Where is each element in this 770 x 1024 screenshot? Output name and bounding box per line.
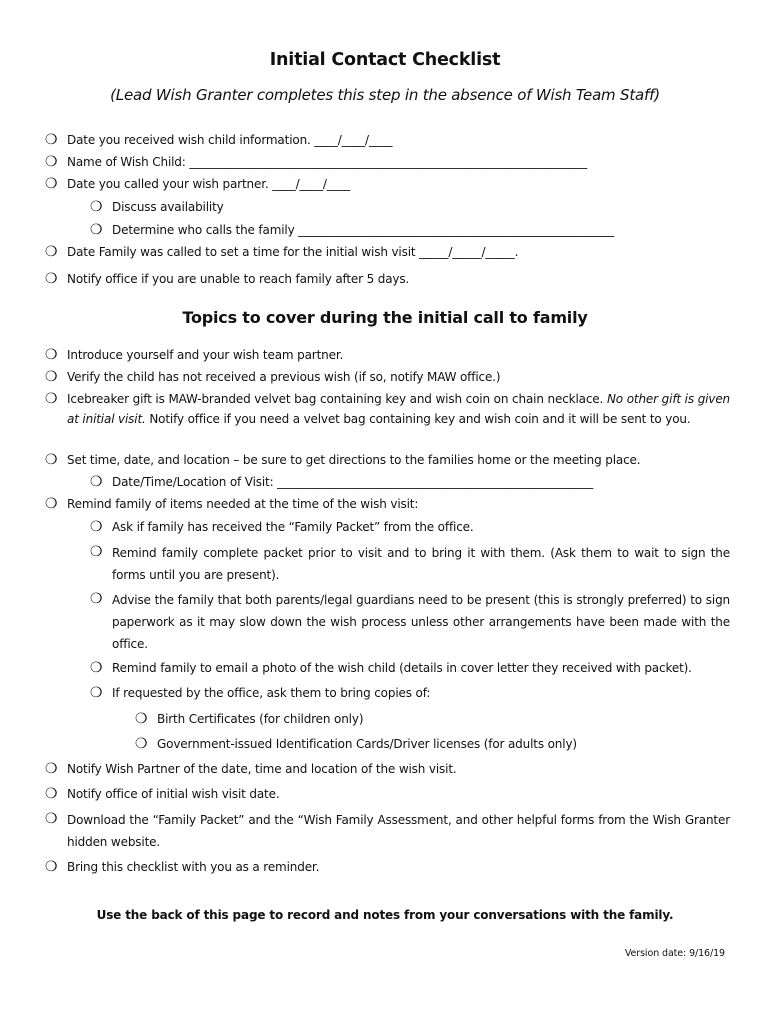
checkbox-icon[interactable]: ❍ [45,859,58,875]
checklist-item [45,242,730,263]
checklist-item [45,759,730,780]
checkbox-icon[interactable]: ❍ [45,811,58,827]
checklist-item-text: Introduce yourself and your wish team partner. [67,348,344,362]
checkbox-icon[interactable]: ❍ [90,474,103,490]
checkbox-icon[interactable]: ❍ [45,369,58,385]
checklist-item-text: Government-issued Identification Cards/Driver licenses (for adults only) [157,737,577,751]
checklist-subitem [90,220,730,241]
checkbox-icon[interactable]: ❍ [45,271,58,287]
page-title: Initial Contact Checklist [269,50,501,70]
checkbox-icon[interactable]: ❍ [90,519,103,535]
checklist-item [45,269,730,290]
checkbox-icon[interactable]: ❍ [45,761,58,777]
checklist-subitem [90,542,730,586]
checklist-subsubitem [135,709,730,730]
checklist-item [45,367,730,388]
checklist-item-text: Bring this checklist with you as a reminder. [67,860,320,874]
checklist-item-text: Remind family to email a photo of the wish child (details in cover letter they received with packet). [112,661,692,675]
checklist-item-text: Verify the child has not received a previous wish (if so, notify MAW office.) [67,370,501,384]
checklist-item-text: Determine who calls the family ______________________________________________________ [112,223,615,237]
checklist-item-text: Remind family complete packet prior to visit and to bring it with them. (Ask them to wait to sign the forms until you are present). [112,546,730,582]
checklist-item-text: Remind family of items needed at the time of the wish visit: [67,497,419,511]
checkbox-icon[interactable]: ❍ [45,347,58,363]
checklist-item [45,152,730,173]
checkbox-icon[interactable]: ❍ [45,132,58,148]
checkbox-icon[interactable]: ❍ [45,244,58,260]
checkbox-icon[interactable]: ❍ [90,591,103,607]
checklist-item-icebreaker [45,389,730,429]
checkbox-icon[interactable]: ❍ [45,154,58,170]
checklist-subitem [90,517,730,538]
checklist-item-text: Date you received wish child information. ____/____/____ [67,133,393,147]
checkbox-icon[interactable]: ❍ [45,786,58,802]
checkbox-icon[interactable]: ❍ [90,544,103,560]
checkbox-icon[interactable]: ❍ [45,391,58,407]
icebreaker-text: Icebreaker gift is MAW-branded velvet bag containing key and wish coin on chain necklace. [67,392,607,406]
footer-note: Use the back of this page to record and notes from your conversations with the family. [96,908,674,922]
section-heading: Topics to cover during the initial call to family [182,308,588,327]
checklist-item-text: If requested by the office, ask them to bring copies of: [112,686,431,700]
checklist-subitem [90,197,730,218]
checklist-item-text: Birth Certificates (for children only) [157,712,364,726]
checklist-item-text: Advise the family that both parents/legal guardians need to be present (this is strongly preferred) to sign paperwork as it may slow down the wish process unless other arrangements have been made with the office. [112,593,730,651]
checklist-item-text: Discuss availability [112,200,224,214]
checklist-item-text: Download the “Family Packet” and the “Wish Family Assessment, and other helpful forms from the Wish Granter hidden website. [67,813,730,849]
checklist-subitem [90,683,730,704]
checklist-item [45,784,730,805]
checklist-subitem [90,589,730,655]
checkbox-icon[interactable]: ❍ [90,222,103,238]
checklist-item-text [45,389,730,429]
checkbox-icon[interactable]: ❍ [45,452,58,468]
checklist-item-text: Date/Time/Location of Visit: ______________________________________________________ [112,475,594,489]
checklist-item [45,809,730,853]
checkbox-icon[interactable]: ❍ [90,660,103,676]
checklist-item [45,450,730,471]
checklist-subitem [90,658,730,679]
checklist-item-text: Notify office of initial wish visit date. [67,787,280,801]
checkbox-icon[interactable]: ❍ [45,496,58,512]
checklist-item [45,345,730,366]
version-date: Version date: 9/16/19 [624,948,725,959]
checklist-subsubitem [135,734,730,755]
checklist-item [45,857,730,878]
checkbox-icon[interactable]: ❍ [135,736,148,752]
checkbox-icon[interactable]: ❍ [135,711,148,727]
checkbox-icon[interactable]: ❍ [90,199,103,215]
checklist-item-text: Date Family was called to set a time for the initial wish visit _____/_____/_____. [67,245,519,259]
checklist-item-text: Date you called your wish partner. ____/____/____ [67,177,351,191]
icebreaker-italic-text: No other gift is given at initial visit. [67,392,731,426]
checklist-item-text: Ask if family has received the “Family Packet” from the office. [112,520,474,534]
checkbox-icon[interactable]: ❍ [45,176,58,192]
checklist-subitem [90,472,730,493]
icebreaker-text-end: Notify office if you need a velvet bag containing key and wish coin and it will be sent to you. [145,412,691,426]
page-subtitle: (Lead Wish Granter completes this step in the absence of Wish Team Staff) [110,86,660,104]
checklist-item [45,174,730,195]
checklist-item [45,494,730,515]
checklist-item-text: Set time, date, and location – be sure to get directions to the families home or the meeting place. [67,453,641,467]
checklist-item [45,130,730,151]
checkbox-icon[interactable]: ❍ [90,685,103,701]
checklist-item-text: Name of Wish Child: ____________________________________________________________________ [67,155,588,169]
checklist-item-text: Notify Wish Partner of the date, time and location of the wish visit. [67,762,457,776]
checklist-item-text: Notify office if you are unable to reach family after 5 days. [67,272,410,286]
